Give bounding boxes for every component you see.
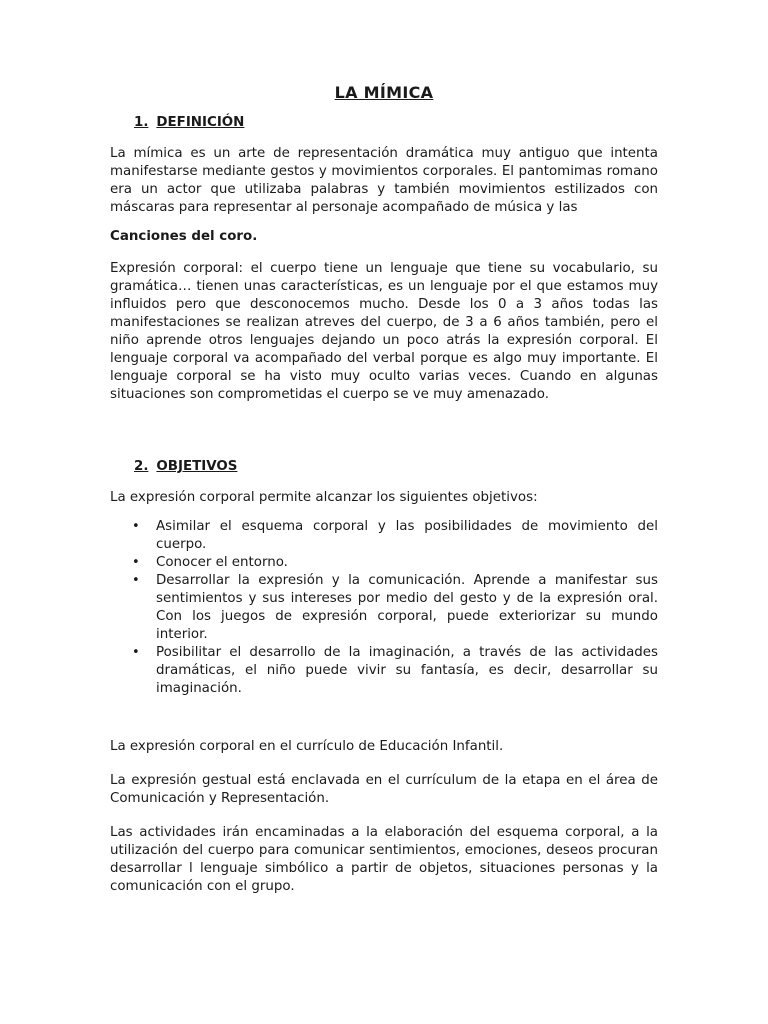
- list-item: [110, 554, 658, 572]
- list-item: [110, 644, 658, 698]
- list-item-text: Posibilitar el desarrollo de la imaginación, a través de las actividades dramáticas, el niño puede vivir su fantasía, es decir, desarrollar su imaginación.: [156, 645, 658, 696]
- document-page: [110, 84, 658, 912]
- bullet-icon: •: [132, 555, 140, 570]
- section-number: 1.: [134, 115, 149, 130]
- activities-paragraph: Las actividades irán encaminadas a la elaboración del esquema corporal, a la utilización del cuerpo para comunicar sentimientos, emociones, deseos procuran desarrollar l lenguaje simbólico a partir de objetos, situaciones personas y la comunicación con el grupo.: [110, 825, 658, 894]
- section-heading-text: OBJETIVOS: [156, 459, 238, 474]
- list-item-text: Asimilar el esquema corporal y las posibilidades de movimiento del cuerpo.: [156, 519, 658, 552]
- section-heading-objetivos: [134, 458, 658, 476]
- list-item-text: Conocer el entorno.: [156, 555, 288, 570]
- bullet-icon: •: [132, 573, 140, 588]
- section-heading-text: DEFINICIÓN: [156, 115, 245, 130]
- section-heading-definicion: [134, 114, 658, 132]
- objectives-list: [110, 518, 658, 698]
- spacer: [110, 420, 658, 458]
- subheading-canciones: Canciones del coro.: [110, 229, 258, 244]
- definition-paragraph: La mímica es un arte de representación dramática muy antiguo que intenta manifestarse mediante gestos y movimientos corporales. El pantomimas romano era un actor que utilizaba palabras y también movimientos estilizados con máscaras para representar al personaje acompañado de música y las: [110, 146, 658, 215]
- list-item-text: Desarrollar la expresión y la comunicación. Aprende a manifestar sus sentimientos y sus intereses por medio del gesto y de la expresión oral. Con los juegos de expresión corporal, puede exteriorizar su mundo interior.: [156, 573, 658, 642]
- expression-paragraph: Expresión corporal: el cuerpo tiene un lenguaje que tiene su vocabulario, su gramática… tienen unas características, es un lenguaje por el que estamos muy influidos pero que desconocemos mucho. Desde los 0 a 3 años todas las manifestaciones se realizan atreves del cuerpo, de 3 a 6 años también, pero el niño aprende otros lenguajes dejando un poco atrás la expresión corporal. El lenguaje corporal va acompañado del verbal porque es algo muy importante. El lenguaje corporal se ha visto muy oculto varias veces. Cuando en algunas situaciones son comprometidas el cuerpo se ve muy amenazado.: [110, 261, 658, 402]
- list-item: [110, 518, 658, 554]
- bullet-icon: •: [132, 645, 140, 660]
- bullet-icon: •: [132, 519, 140, 534]
- objectives-intro: La expresión corporal permite alcanzar los siguientes objetivos:: [110, 490, 538, 505]
- section-number: 2.: [134, 459, 149, 474]
- list-item: [110, 572, 658, 644]
- gestural-paragraph: La expresión gestual está enclavada en el currículum de la etapa en el área de Comunicación y Representación.: [110, 773, 658, 806]
- curriculum-paragraph: La expresión corporal en el currículo de Educación Infantil.: [110, 739, 504, 754]
- document-title: LA MÍMICA: [334, 83, 434, 102]
